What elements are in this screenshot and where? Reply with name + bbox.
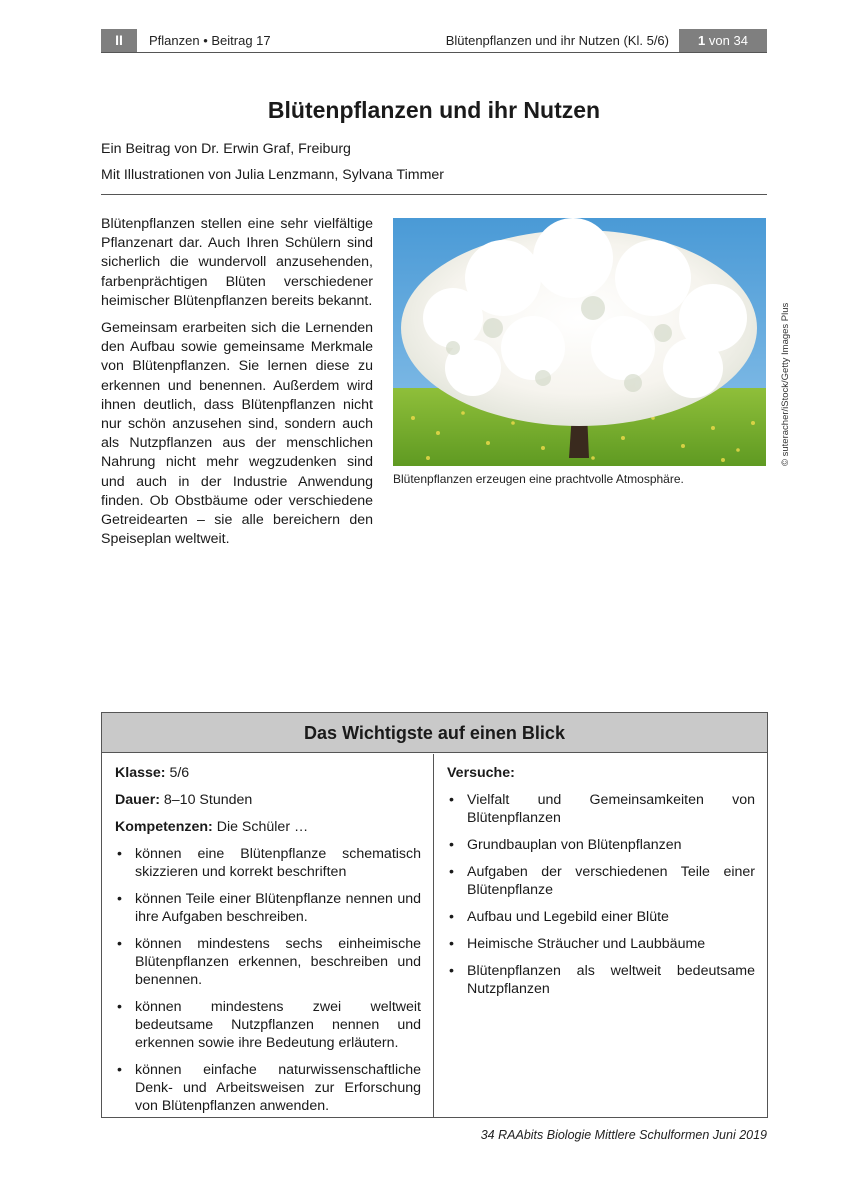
kompetenzen-line xyxy=(115,818,421,836)
illustrators-line: Mit Illustrationen von Julia Lenzmann, Sylvana Timmer xyxy=(101,167,445,183)
summary-right-column xyxy=(434,754,767,1117)
list-item: • Blütenpflanzen als weltweit bedeutsame Nutzpflanzen xyxy=(447,962,755,998)
list-item: • Aufbau und Legebild einer Blüte xyxy=(447,908,755,926)
kompetenzen-label: Kompetenzen: xyxy=(115,819,213,835)
versuche-label: Versuche: xyxy=(447,765,515,781)
klasse-label: Klasse: xyxy=(115,765,166,781)
versuche-list xyxy=(447,791,755,998)
versuche-line xyxy=(447,764,755,782)
list-item: • können mindestens zwei weltweit bedeutsame Nutzpflanzen nennen und erkennen sowie ihre Bedeutung erläutern. xyxy=(115,998,421,1052)
summary-box xyxy=(101,712,768,1118)
photo-caption: Blütenpflanzen erzeugen eine prachtvolle Atmosphäre. xyxy=(393,472,684,486)
list-item: • Grundbauplan von Blütenpflanzen xyxy=(447,836,755,854)
klasse-value: 5/6 xyxy=(169,765,190,781)
page-indicator xyxy=(679,29,767,52)
list-item: • Aufgaben der verschiedenen Teile einer Blütenpflanze xyxy=(447,863,755,899)
title-divider xyxy=(101,194,767,195)
dauer-label: Dauer: xyxy=(115,792,160,808)
photo-credit: © suteracher/iStock/Getty Images Plus xyxy=(780,302,791,466)
summary-box-title: Das Wichtigste auf einen Blick xyxy=(102,713,767,753)
blossom-tree-photo xyxy=(393,218,766,466)
list-item: • Heimische Sträucher und Laubbäume xyxy=(447,935,755,953)
intro-paragraph-1: Blütenpflanzen stellen eine sehr vielfältige Pflanzenart dar. Auch Ihren Schülern sind sicherlich die wundervoll anzusehenden, farbenprächtigen Blüten verschiedener heimischer Blütenpflanzen bereits bekannt. xyxy=(101,216,373,309)
page-title: Blütenpflanzen und ihr Nutzen xyxy=(267,97,601,123)
list-item: • können einfache naturwissenschaftliche Denk- und Arbeitsweisen zur Erforschung von Blütenpflanzen anwenden. xyxy=(115,1061,421,1115)
dauer-line xyxy=(115,791,421,809)
list-item: • können mindestens sechs einheimische Blütenpflanzen erkennen, beschreiben und benennen. xyxy=(115,935,421,989)
author-line: Ein Beitrag von Dr. Erwin Graf, Freiburg xyxy=(101,141,351,157)
page-total: von 34 xyxy=(708,33,748,48)
intro-text xyxy=(101,215,373,557)
page-current: 1 xyxy=(698,33,706,48)
kompetenzen-list xyxy=(115,845,421,1115)
section-number: II xyxy=(101,29,137,52)
page-footer: 34 RAAbits Biologie Mittlere Schulformen Juni 2019 xyxy=(480,1128,767,1142)
header-title: Blütenpflanzen und ihr Nutzen (Kl. 5/6) xyxy=(445,33,669,48)
list-item: • Vielfalt und Gemeinsamkeiten von Blütenpflanzen xyxy=(447,791,755,827)
summary-left-column xyxy=(102,754,434,1117)
dauer-value: 8–10 Stunden xyxy=(163,792,253,808)
list-item: • können eine Blütenpflanze schematisch skizzieren und korrekt beschriften xyxy=(115,845,421,881)
series-label: Pflanzen • Beitrag 17 xyxy=(149,33,271,48)
list-item: • können Teile einer Blütenpflanze nennen und ihre Aufgaben beschreiben. xyxy=(115,890,421,926)
page-header xyxy=(101,29,767,53)
intro-paragraph-2: Gemeinsam erarbeiten sich die Lernenden den Aufbau sowie gemeinsame Merkmale von Blütenpflanzen. Sie lernen diese zu erkennen und benennen. Außerdem wird ihnen deutlich, dass Blütenpflanzen nicht nur schön anzusehen sind, sondern auch als Nutzpflanzen aus der menschlichen Nahrung nicht mehr wegzudenken sind und auch in der Industrie Anwendung finden. Ob Obstbäume oder verschiedene Getreidearten – sie alle bereichern den Speiseplan weltweit. xyxy=(101,320,373,548)
klasse-line xyxy=(115,764,421,782)
kompetenzen-value: Die Schüler … xyxy=(216,819,309,835)
